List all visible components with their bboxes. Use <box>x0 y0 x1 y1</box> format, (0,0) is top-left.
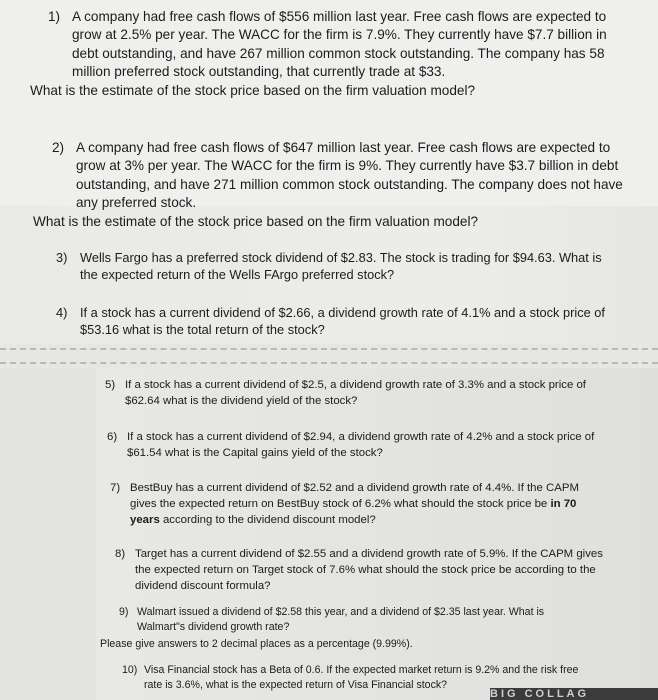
dashed-divider-2 <box>0 362 658 364</box>
question-line: million preferred stock outstanding, that currently trade at $33. <box>72 64 446 80</box>
question-2 <box>52 139 658 213</box>
question-number: 7) <box>110 482 121 494</box>
question-line: dividend discount formula? <box>135 580 271 592</box>
question-line: the expected return on Target stock of 7.6% what should the stock price be according to the <box>135 564 596 576</box>
question-line: If a stock has a current dividend of $2.66, a dividend growth rate of 4.1% and a stock price of <box>80 305 605 320</box>
emphasis-text: in 70 <box>550 498 577 510</box>
question-number: 1) <box>48 9 61 24</box>
question-line: outstanding, and have 271 million common stock outstanding. The company does not have <box>76 176 623 192</box>
question-5 <box>105 377 653 409</box>
question-number: 5) <box>105 379 116 391</box>
question-number: 10) <box>122 664 138 676</box>
question-number: 3) <box>56 250 68 265</box>
question-line: grow at 2.5% per year. The WACC for the firm is 7.9%. They currently have $7.7 billion in <box>72 27 607 43</box>
question-4 <box>56 304 656 339</box>
question-line: BestBuy has a current dividend of $2.52 and a dividend growth rate of 4.4%. If the CAPM <box>130 482 579 494</box>
question-6 <box>107 429 653 461</box>
question-number: 4) <box>56 305 68 320</box>
question-3 <box>56 249 656 284</box>
question-line: grow at 3% per year. The WACC for the firm is 9%. They currently have $3.7 billion in debt <box>76 158 619 174</box>
question-line <box>130 496 650 512</box>
question-line: $53.16 what is the total return of the stock? <box>80 322 325 338</box>
dashed-divider-1 <box>0 348 658 350</box>
question-9 <box>119 605 639 635</box>
question-8 <box>115 546 655 594</box>
question-number: 8) <box>115 548 126 560</box>
question-line: the expected return of the Wells FArgo preferred stock? <box>80 267 395 283</box>
question-2-followup: What is the estimate of the stock price based on the firm valuation model? <box>33 214 479 229</box>
question-line: A company had free cash flows of $556 million last year. Free cash flows are expected to <box>72 9 607 24</box>
question-number: 2) <box>52 140 65 155</box>
question-line: rate is 3.6%, what is the expected return of Visa Financial stock? <box>144 679 448 691</box>
question-text: gives the expected return on BestBuy stock of 6.2% what should the stock price be <box>130 498 551 510</box>
question-line: Walmart issued a dividend of $2.58 this year, and a dividend of $2.35 last year. What is <box>137 606 545 618</box>
question-line: If a stock has a current dividend of $2.5, a dividend growth rate of 3.3% and a stock price of <box>125 379 586 391</box>
question-line: Wells Fargo has a preferred stock dividend of $2.83. The stock is trading for $94.63. What is <box>80 250 602 265</box>
partial-banner: BIG COLLAG <box>490 688 658 700</box>
question-line: Visa Financial stock has a Beta of 0.6. If the expected market return is 9.2% and the risk free <box>144 664 579 676</box>
question-number: 9) <box>119 606 129 618</box>
question-line: Walmart"s dividend growth rate? <box>137 621 290 633</box>
question-9-followup: Please give answers to 2 decimal places as a percentage (9.99%). <box>100 638 413 650</box>
question-line: $62.64 what is the dividend yield of the stock? <box>125 395 358 407</box>
question-1 <box>48 8 658 82</box>
question-line: If a stock has a current dividend of $2.94, a dividend growth rate of 4.2% and a stock price of <box>127 431 595 443</box>
question-7 <box>110 480 650 528</box>
question-line <box>130 512 650 528</box>
question-text: according to the dividend discount model? <box>159 514 376 526</box>
emphasis-text: years <box>130 514 160 526</box>
question-line: A company had free cash flows of $647 million last year. Free cash flows are expected to <box>76 140 611 155</box>
question-line: $61.54 what is the Capital gains yield of the stock? <box>127 447 383 459</box>
question-1-followup: What is the estimate of the stock price based on the firm valuation model? <box>30 83 476 98</box>
question-number: 6) <box>107 431 118 443</box>
question-line: any preferred stock. <box>76 195 197 211</box>
question-line: Target has a current dividend of $2.55 and a dividend growth rate of 5.9%. If the CAPM gives <box>135 548 603 560</box>
question-line: debt outstanding, and have 267 million common stock outstanding. The company has 58 <box>72 45 605 61</box>
